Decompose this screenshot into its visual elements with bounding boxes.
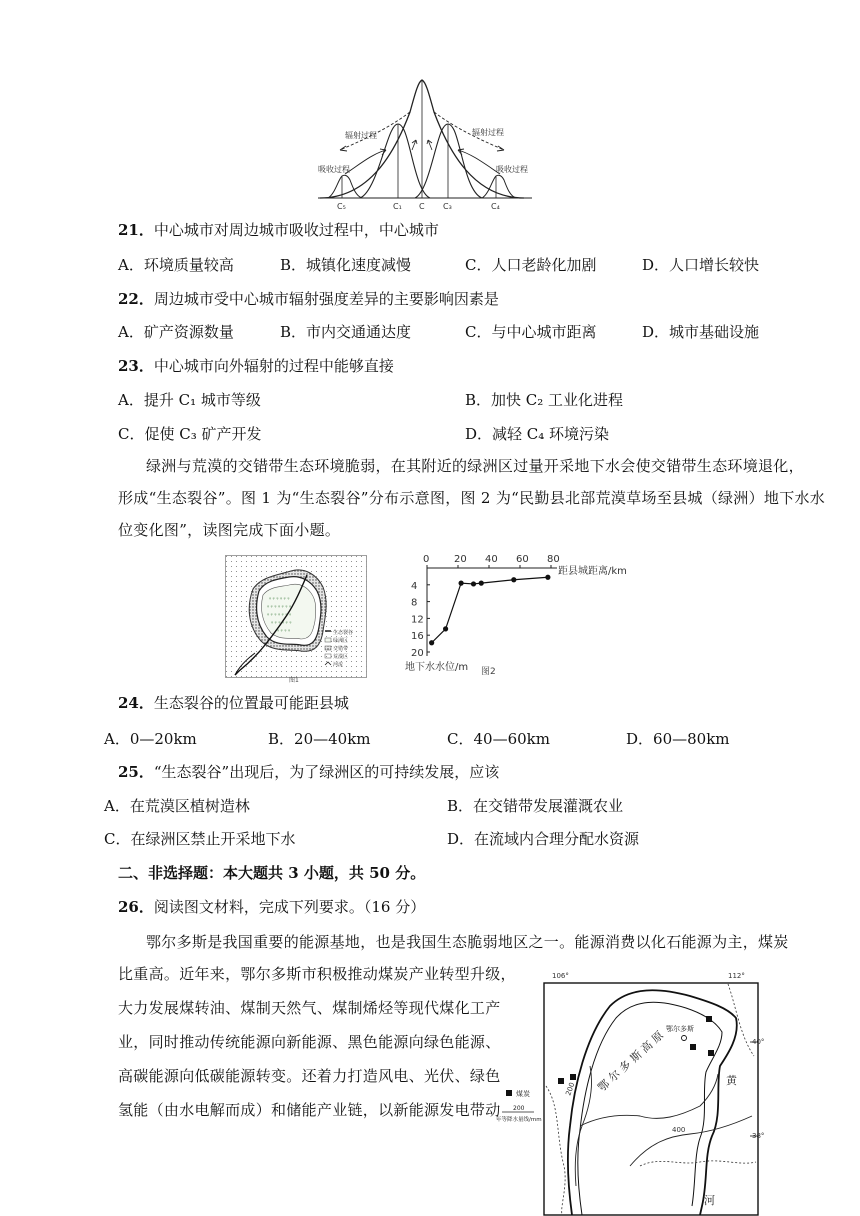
coal-icon bbox=[558, 1078, 564, 1084]
svg-text:ᵠ ᵠ ᵠ ᵠ ᵠ ᵠ: ᵠ ᵠ ᵠ ᵠ ᵠ ᵠ bbox=[271, 621, 292, 627]
plateau-label: 鄂 尔 多 斯 高 原 bbox=[595, 1028, 667, 1095]
chart-data-point bbox=[459, 581, 464, 586]
question-stem: 生态裂谷的位置最可能距县城 bbox=[153, 694, 349, 712]
coal-icon bbox=[690, 1044, 696, 1050]
q26-paragraph-line-5: 高碳能源向低碳能源转变。还着力打造风电、光伏、绿色 bbox=[118, 1067, 501, 1085]
legend-oasis: 绿洲区 bbox=[333, 638, 349, 644]
figure-1-caption: 图1 bbox=[289, 677, 299, 683]
tick-c5: C₅ bbox=[337, 202, 346, 211]
chart-data-point bbox=[545, 575, 550, 580]
option-d: D．减轻 C₄ 环境污染 bbox=[465, 425, 610, 443]
question-25 bbox=[118, 762, 499, 782]
passage-line-3: 位变化图”，读图完成下面小题。 bbox=[118, 521, 341, 539]
legend-line-label: 年等降水量线/mm bbox=[496, 1117, 542, 1123]
svg-text:ᵠ ᵠ ᵠ ᵠ ᵠ ᵠ: ᵠ ᵠ ᵠ ᵠ ᵠ ᵠ bbox=[269, 597, 290, 603]
tick-c: C bbox=[419, 202, 425, 211]
option-a: A．环境质量较高 bbox=[118, 256, 234, 274]
legend-river: 河流 bbox=[333, 662, 344, 668]
question-number: 21． bbox=[118, 221, 154, 239]
chart-x-tick-label: 0 bbox=[423, 554, 430, 565]
chart-x-tick-label: 80 bbox=[547, 554, 560, 565]
lon-106-label: 106° bbox=[552, 972, 569, 980]
question-number: 24． bbox=[118, 694, 154, 712]
chart-y-tick-label: 16 bbox=[411, 631, 424, 643]
radiation-absorption-figure bbox=[300, 72, 560, 212]
option-b: B．城镇化速度减慢 bbox=[280, 256, 412, 274]
section-heading: 二、非选择题：本大题共 3 小题，共 50 分。 bbox=[118, 864, 426, 882]
option-c: C．40—60km bbox=[447, 730, 550, 748]
chart-y-tick-label: 20 bbox=[411, 648, 424, 659]
chart-y-tick-label: 12 bbox=[411, 614, 424, 626]
option-c: C．促使 C₃ 矿产开发 bbox=[118, 425, 262, 443]
tick-c4: C₄ bbox=[491, 202, 500, 211]
passage-line-2: 形成“生态裂谷”。图 1 为“生态裂谷”分布示意图，图 2 为“民勤县北部荒漠草场至县城（绿洲）地下水水 bbox=[118, 489, 826, 507]
chart-data-point bbox=[429, 640, 434, 645]
chart-x-axis-label: 距县城距离/km bbox=[558, 566, 627, 577]
svg-text:ᵠ ᵠ ᵠ ᵠ ᵠ ᵠ ᵠ: ᵠ ᵠ ᵠ ᵠ ᵠ ᵠ ᵠ bbox=[267, 605, 292, 611]
chart-x-tick-label: 40 bbox=[485, 554, 498, 565]
city-label: 鄂尔多斯 bbox=[666, 1025, 694, 1033]
q26-paragraph-line-1: 鄂尔多斯是我国重要的能源基地，也是我国生态脆弱地区之一。能源消费以化石能源为主，煤炭 bbox=[146, 933, 789, 951]
chart-data-point bbox=[471, 581, 476, 586]
option-c: C．人口老龄化加剧 bbox=[465, 256, 597, 274]
q26-paragraph-line-4: 业，同时推动传统能源向新能源、黑色能源向绿色能源、 bbox=[118, 1033, 501, 1051]
option-d: D．人口增长较快 bbox=[642, 256, 760, 274]
option-d: D．60—80km bbox=[626, 730, 730, 748]
question-stem: 周边城市受中心城市辐射强度差异的主要影响因素是 bbox=[153, 290, 499, 308]
isohyet-400-label: 400 bbox=[672, 1126, 686, 1134]
question-stem: 阅读图文材料，完成下列要求。（16 分） bbox=[153, 898, 426, 916]
groundwater-chart bbox=[395, 548, 655, 680]
question-24 bbox=[118, 693, 349, 713]
question-26 bbox=[118, 897, 425, 917]
question-stem: 中心城市对周边城市吸收过程中，中心城市 bbox=[153, 221, 439, 239]
question-21 bbox=[118, 220, 439, 240]
question-stem: 中心城市向外辐射的过程中能够直接 bbox=[153, 357, 394, 375]
option-a: A．在荒漠区植树造林 bbox=[104, 797, 250, 815]
lon-112-label: 112° bbox=[728, 972, 745, 980]
option-b: B．市内交通通达度 bbox=[280, 323, 412, 341]
question-number: 25． bbox=[118, 763, 154, 781]
chart-y-axis-label: 地下水水位/m bbox=[405, 662, 469, 673]
river-char-1: 黄 bbox=[726, 1074, 737, 1087]
radiation-label-right: 辐射过程 bbox=[472, 128, 504, 137]
river-char-2: 河 bbox=[704, 1194, 715, 1207]
question-number: 22． bbox=[118, 290, 154, 308]
chart-y-tick-label: 8 bbox=[411, 597, 418, 609]
option-b: B．加快 C₂ 工业化进程 bbox=[465, 391, 624, 409]
q26-paragraph-line-6: 氢能（由水电解而成）和储能产业链，以新能源发电带动 bbox=[118, 1101, 501, 1119]
tick-c1: C₁ bbox=[393, 202, 402, 211]
lat-38-label: 38° bbox=[752, 1132, 765, 1140]
isohyet-200-label: 200 bbox=[564, 1081, 577, 1097]
passage-line-1: 绿洲与荒漠的交错带生态环境脆弱，在其附近的绿洲区过量开采地下水会使交错带生态环境退化， bbox=[146, 457, 804, 475]
question-number: 23． bbox=[118, 357, 154, 375]
coal-icon bbox=[706, 1016, 712, 1022]
ecological-rift-map bbox=[225, 555, 367, 683]
coal-icon bbox=[570, 1074, 576, 1080]
option-b: B．20—40km bbox=[268, 730, 371, 748]
option-c: C．在绿洲区禁止开采地下水 bbox=[104, 830, 296, 848]
chart-x-tick-label: 60 bbox=[516, 554, 529, 565]
svg-text:ᵠ ᵠ ᵠ ᵠ ᵠ ᵠ ᵠ: ᵠ ᵠ ᵠ ᵠ ᵠ ᵠ ᵠ bbox=[267, 613, 292, 619]
coal-icon bbox=[708, 1050, 714, 1056]
option-a: A．矿产资源数量 bbox=[118, 323, 234, 341]
chart-data-point bbox=[479, 581, 484, 586]
chart-x-tick-label: 20 bbox=[454, 554, 467, 565]
svg-text:ᵠ ᵠ ᵠ ᵠ: ᵠ ᵠ ᵠ ᵠ bbox=[277, 629, 291, 635]
q26-paragraph-line-2: 比重高。近年来，鄂尔多斯市积极推动煤炭产业转型升级， bbox=[118, 965, 516, 983]
chart-data-point bbox=[443, 626, 448, 631]
absorption-label-right: 吸收过程 bbox=[496, 165, 528, 174]
legend-crossover: 交错带 bbox=[333, 646, 349, 652]
option-b: B．在交错带发展灌溉农业 bbox=[447, 797, 624, 815]
option-a: A．提升 C₁ 城市等级 bbox=[118, 391, 261, 409]
chart-data-point bbox=[511, 577, 516, 582]
option-d: D．城市基础设施 bbox=[642, 323, 760, 341]
question-22 bbox=[118, 289, 499, 309]
question-23 bbox=[118, 356, 394, 376]
radiation-label-left: 辐射过程 bbox=[345, 131, 377, 140]
q26-paragraph-line-3: 大力发展煤转油、煤制天然气、煤制烯烃等现代煤化工产 bbox=[118, 999, 501, 1017]
ordos-city-icon bbox=[682, 1036, 687, 1041]
option-d: D．在流域内合理分配水资源 bbox=[447, 830, 640, 848]
option-a: A．0—20km bbox=[104, 730, 197, 748]
question-stem: “生态裂谷”出现后，为了绿洲区的可持续发展，应该 bbox=[153, 763, 500, 781]
legend-coal-label: 煤炭 bbox=[516, 1090, 530, 1098]
chart-caption: 图2 bbox=[481, 667, 496, 677]
legend-line-value: 200 bbox=[513, 1105, 525, 1112]
legend-coal-icon bbox=[506, 1090, 512, 1096]
legend-desert: 荒漠区 bbox=[333, 654, 349, 660]
absorption-label-left: 吸收过程 bbox=[318, 165, 350, 174]
chart-series-line bbox=[432, 577, 548, 643]
legend-rift: 生态裂谷 bbox=[333, 630, 354, 636]
ordos-map bbox=[490, 966, 780, 1216]
chart-y-tick-label: 4 bbox=[411, 580, 418, 592]
tick-c3: C₃ bbox=[443, 202, 452, 211]
question-number: 26． bbox=[118, 898, 154, 916]
option-c: C．与中心城市距离 bbox=[465, 323, 597, 341]
lat-40-label: 40° bbox=[752, 1038, 765, 1046]
